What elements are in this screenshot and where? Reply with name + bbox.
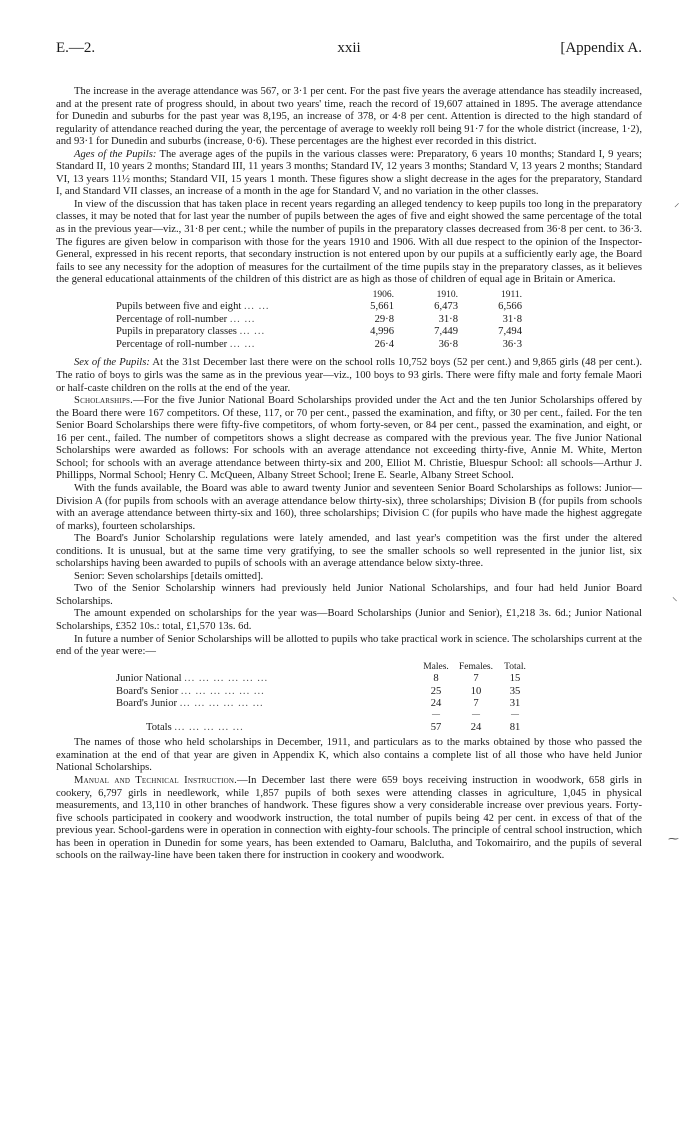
paragraph-holders: The names of those who held scholarships in December, 1911, and particulars as to the marks obtained by those who passed the examination at the end of that year are given in Appendix K, which also contains a complete list of all those who have held Junior National Scholarships. <box>56 737 642 774</box>
table-cell: 31·8 <box>502 313 522 325</box>
table-cell: 24 <box>470 721 482 733</box>
row-label: Pupils in preparatory classes <box>116 326 237 338</box>
paragraph-future: In future a number of Senior Scholarships will be allotted to pupils who take practical work in science. The scholarships current at the end of the year were:— <box>56 633 642 658</box>
paragraph-scholarships <box>56 395 642 483</box>
leader-dots: ... ... <box>229 338 256 350</box>
table-cell: 36·3 <box>502 338 522 350</box>
table-cell: 81 <box>509 721 521 733</box>
paragraph-manual <box>56 775 642 863</box>
header-right: [Appendix A. <box>560 40 642 56</box>
year-header: 1911. <box>500 289 522 300</box>
table-row <box>116 339 522 352</box>
paragraph-scholarships-title: Scholarships. <box>74 395 133 407</box>
paragraph-ages-text: The average ages of the pupils in the various classes were: Preparatory, 6 years 10 months; Standard I, 9 years; Standard II, 10 years 2 months; Standard III, 11 years 3 months; Standard IV, 12 years 3 months; Standard V, 13 years 2 months; Standard VI, 13 years 11½ months; Standard VII, 15 years 1 month. These figures show a slight decrease in the ages for the preparatory, Standard I, and Standard VII classes, an increase of a month in the age for Standard V, and no variation in the other classes. <box>56 148 642 198</box>
row-label: Junior National <box>116 673 182 685</box>
table-cell: 7,494 <box>498 326 522 338</box>
table-row <box>116 673 534 686</box>
table-cell: 7,449 <box>434 326 458 338</box>
paragraph-scholarships-text: —For the five Junior National Board Scholarships provided under the Act and the ten Junior Scholarships offered by the Board there were 167 competitors. Of these, 117, or 70 per cent., passed the examination, and fifty, or 30 per cent., failed. For the ten Senior Board Scholarships there were fifty-five competitors, of whom forty-seven, or 84 per cent., passed the examination, and eight, or 16 per cent., failed. The number of competitors shows a slight decrease as compared with the previous year. The five Junior National Scholarships were awarded as follows: For schools with an average attendance not exceeding thirty-five, Annie M. White, Merton School; for schools with an average attendance between thirty-six and 200, Elliot M. Christie, Bluespur School: all schools—Arthur J. Phillipps, Normal School; Henry C. McQueen, Albany Street School; Irene E. Searle, Albany Street School. <box>56 395 642 482</box>
year-header: 1906. <box>372 289 394 300</box>
leader-dots: ... ... <box>244 301 270 313</box>
paragraph-attendance: The increase in the average attendance was 567, or 3·1 per cent. For the past five years the average attendance has steadily increased, and at the present rate of progress should, in about two years' time, reach the record of 19,607 attained in 1895. The average attendance for Dunedin and suburbs for the past year was 8,195, an increase of 378, or 4·8 per cent. Attention is directed to the high standard of regularity of attendance reached during the year, the percentage of average to weekly roll being 91·7 for the whole district (increase, 1·2), and 93·1 for Dunedin and suburbs (increase, 0·6). These percentages are the highest ever recorded in this district. <box>56 86 642 148</box>
table-cell: 26·4 <box>374 338 394 350</box>
page-number: xxii <box>337 40 361 56</box>
table-cell: 29·8 <box>374 313 394 325</box>
totals-label: Totals <box>146 721 172 733</box>
margin-mark: ⸍ <box>674 202 680 214</box>
scholarships-table <box>116 661 534 735</box>
table-cell: 57 <box>430 721 442 733</box>
paragraph-manual-text: —In December last there were 659 boys receiving instruction in woodwork, 658 girls in cookery, 6,797 girls in needlework, while 1,857 pupils of both sexes were attending classes in agriculture, 1,045 in physical measurements, and 13,110 in other branches of handwork. These figures show a very considerable increase over previous years. Forty-five schools participated in cookery and woodwork instruction, the total number of pupils being 42 per cent. in excess of that of the previous year. School-gardens were in operation in connection with eighty-four schools. The principle of central school instruction, which has been in operation in Dunedin for some years, has been extended to Oamaru, Balclutha, and Tokomairiro, and the pupils of several schools on the railway-line have been taken there for instruction in cookery and woodwork. <box>56 774 642 862</box>
page-header <box>56 40 642 66</box>
paragraph-sex-title: Sex of the Pupils: <box>74 357 150 369</box>
paragraph-ages <box>56 149 642 199</box>
row-label: Percentage of roll-number <box>116 313 228 325</box>
table-row <box>116 686 534 699</box>
leader-dots: ... ... <box>229 313 256 325</box>
rule-mark: — <box>432 708 440 718</box>
row-label: Board's Senior <box>116 685 179 697</box>
paragraph-winners: Two of the Senior Scholarship winners had previously held Junior National Scholarships, and four had held Junior Board Scholarships. <box>56 583 642 607</box>
leader-dots: ... ... <box>239 326 266 338</box>
table-header-row <box>116 661 534 674</box>
table-cell: 25 <box>430 685 442 697</box>
rule-mark: — <box>511 708 519 718</box>
leader-dots: ... ... ... ... ... ... <box>184 673 269 685</box>
table-cell: 4,996 <box>370 326 394 338</box>
column-header: Males. <box>423 661 449 672</box>
table-cell: 8 <box>433 673 439 685</box>
row-label: Board's Junior <box>116 698 178 710</box>
table-row <box>116 314 522 327</box>
margin-mark: ⁓ <box>668 833 679 845</box>
paragraph-regulations: The Board's Junior Scholarship regulations were lately amended, and last year's competition was the first under the altered conditions. It is unusual, but at the same time very gratifying, to see the smaller schools so well represented in the junior list, six scholarships having been awarded to pupils of schools with an average attendance below sixty-three. <box>56 533 642 570</box>
paragraph-sex-text: At the 31st December last there were on the school rolls 10,752 boys (52 per cent.) and 9,865 girls (48 per cent.). The ratio of boys to girls was the same as in the previous year—viz., 100 boys to 93 girls. There were fifty male and forty female Maori or half-caste children on the rolls at the end of the year. <box>56 357 642 394</box>
rule-mark: — <box>472 708 480 718</box>
column-header: Total. <box>504 661 526 672</box>
document-page <box>56 40 642 863</box>
paragraph-ages-title: Ages of the Pupils: <box>74 148 157 160</box>
leader-dots: ... ... ... ... ... ... <box>179 698 264 710</box>
paragraph-amount: The amount expended on scholarships for the year was—Board Scholarships (Junior and Senior), £1,218 3s. 6d.; Junior National Scholarships, £352 10s.: total, £1,570 13s. 6d. <box>56 608 642 632</box>
table-cell: 31·8 <box>438 313 458 325</box>
year-header: 1910. <box>436 289 458 300</box>
paragraph-sex <box>56 357 642 395</box>
paragraph-senior: Senior: Seven scholarships [details omitted]. <box>74 570 264 582</box>
table-cell: 7 <box>473 698 479 710</box>
paragraph-funds: With the funds available, the Board was able to award twenty Junior and seventeen Senior Board Scholarships as follows: Junior—Division A (for pupils from schools with an average attendance below thirty-six), three scholarships; Division B (for pupils from schools with an average attendance between thirty-six and 160), three scholarships; Division C (for pupils who have made the highest aggregate of marks), fourteen scholarships. <box>56 482 642 532</box>
paragraph-preparatory: In view of the discussion that has taken place in recent years regarding an alleged tendency to keep pupils too long in the preparatory classes, it may be noted that for last year the number of pupils between the ages of five and eight showed the same percentage of the total as in the previous year—viz., 31·8 per cent.; while the number of pupils in the preparatory classes decreased from 36·8 per cent. to 36·3. The figures are given below in comparison with those for the years 1910 and 1906. With all due respect to the opinion of the Inspector-General, expressed in his recent reports, that secondary instruction is not entered upon by our pupils at a sufficiently early age, the Board fails to see any necessity for the adoption of measures for the curtailment of the time pupils stay in the preparatory classes, as it believes the general educational attainments of the children of this district are as high as those of children of equal age in Britain or America. <box>56 198 642 286</box>
leader-dots: ... ... ... ... ... ... <box>180 685 265 697</box>
document-body <box>56 86 642 863</box>
table-cell: 35 <box>509 685 521 697</box>
table-cell: 31 <box>509 698 521 710</box>
table-header-row <box>116 289 522 302</box>
header-left: E.—2. <box>56 40 96 56</box>
table-cell: 7 <box>473 673 479 685</box>
table-cell: 6,473 <box>434 301 458 313</box>
column-header: Females. <box>458 661 494 672</box>
row-label: Percentage of roll-number <box>116 338 228 350</box>
table-cell: 36·8 <box>438 338 458 350</box>
table-cell: 15 <box>509 673 521 685</box>
totals-row <box>116 717 534 735</box>
table-row <box>116 301 522 314</box>
row-label: Pupils between five and eight <box>116 301 242 313</box>
margin-mark: ⸌ <box>672 596 678 608</box>
ages-comparison-table <box>116 289 522 352</box>
table-cell: 5,661 <box>370 301 394 313</box>
paragraph-manual-title: Manual and Technical Instruction. <box>74 774 238 786</box>
table-cell: 10 <box>470 685 482 697</box>
table-cell: 24 <box>430 698 442 710</box>
table-row <box>116 326 522 339</box>
table-cell: 6,566 <box>498 301 522 313</box>
leader-dots: ... ... ... ... ... <box>174 721 244 733</box>
